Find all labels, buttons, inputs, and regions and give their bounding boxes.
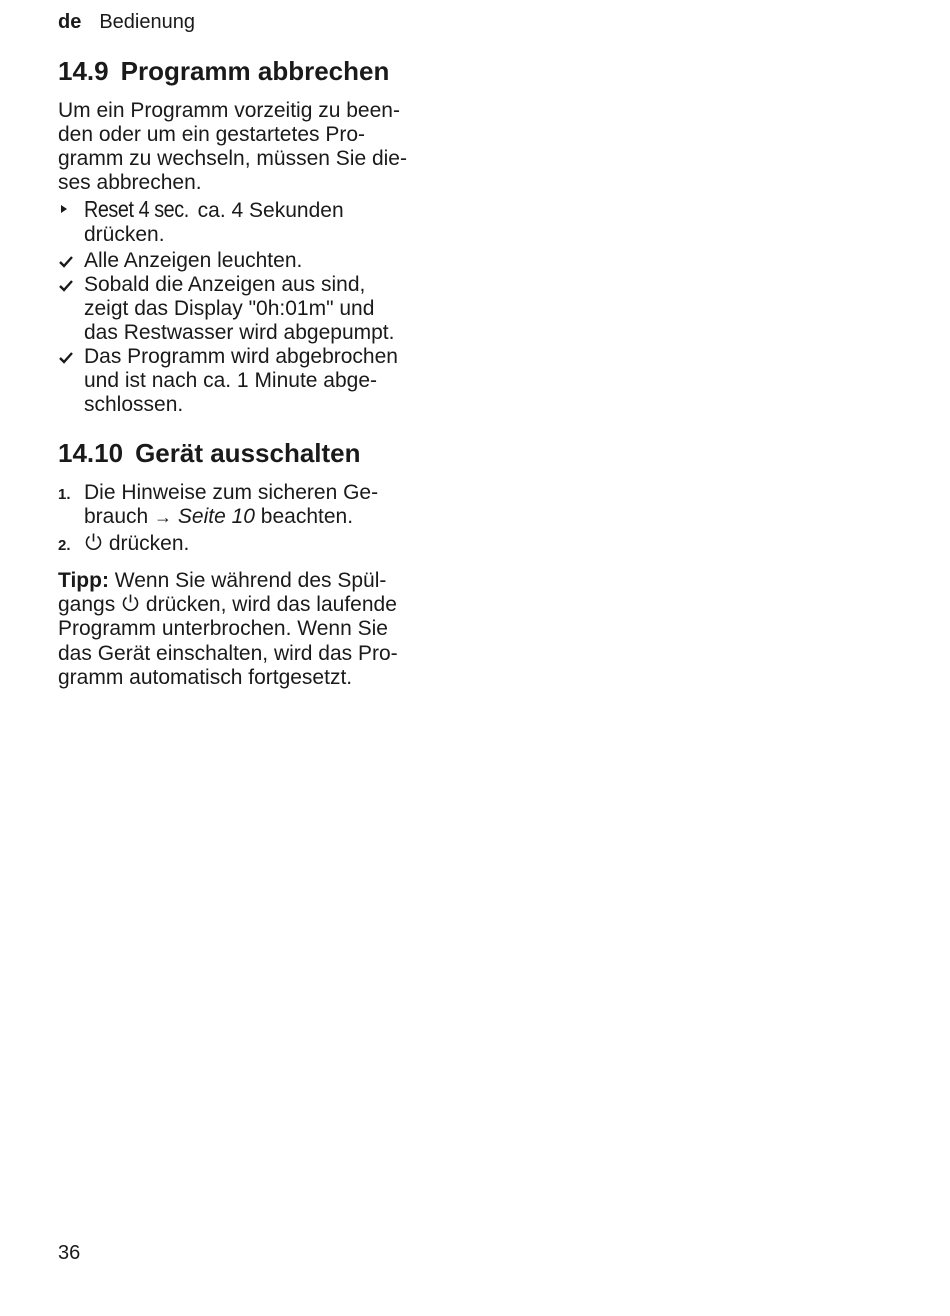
step-number: 2.	[58, 537, 71, 554]
intro-line-3: gramm zu wechseln, müssen Sie die-	[58, 147, 407, 170]
language-code: de	[58, 11, 82, 33]
power-icon	[84, 532, 103, 552]
section-title: Programm abbrechen	[120, 56, 390, 86]
result-text: und ist nach ca. 1 Minute abge-	[84, 369, 378, 393]
tip-label: Tipp:	[58, 569, 109, 592]
tip-paragraph	[58, 569, 398, 690]
tip-text: Programm unterbrochen. Wenn Sie	[58, 617, 388, 641]
step-triangle-icon	[61, 205, 67, 213]
step-text: drücken.	[103, 532, 190, 555]
result-text: zeigt das Display "0h:01m" und	[84, 297, 375, 321]
header-section: Bedienung	[99, 11, 195, 33]
power-icon	[121, 593, 140, 613]
section-title: Gerät ausschalten	[135, 438, 361, 468]
page-number: 36	[58, 1242, 81, 1264]
tip-text: das Gerät einschalten, wird das Pro-	[58, 641, 398, 665]
section-number: 14.9	[58, 56, 109, 86]
step-number: 1.	[58, 486, 71, 503]
section-number: 14.10	[58, 438, 124, 468]
result-text: Sobald die Anzeigen aus sind,	[84, 273, 366, 296]
intro-line-4: ses abbrechen.	[58, 171, 202, 194]
step-text-2: drücken.	[84, 223, 165, 247]
reset-button-label: Reset 4 sec.	[84, 196, 189, 222]
tip-text: Wenn Sie während des Spül-	[108, 569, 387, 592]
section-heading-switch-off	[58, 438, 361, 468]
step-text: brauch	[84, 505, 155, 529]
tip-text: gangs	[58, 593, 122, 617]
result-text: schlossen.	[84, 393, 184, 417]
step-text: Die Hinweise zum sicheren Ge-	[84, 481, 379, 504]
result-text: das Restwasser wird abgepumpt.	[84, 321, 395, 345]
step-text: ca. 4 Sekunden	[191, 199, 344, 222]
arrow-icon: →	[154, 507, 173, 528]
checkmark-icon	[59, 256, 73, 268]
checkmark-icon	[59, 352, 73, 364]
intro-line-1: Um ein Programm vorzeitig zu been-	[58, 99, 400, 122]
tip-text: gramm automatisch fortgesetzt.	[58, 665, 353, 689]
intro-line-2: den oder um ein gestartetes Pro-	[58, 123, 366, 146]
checkmark-icon	[59, 280, 73, 292]
step-text: beachten.	[254, 505, 354, 529]
page-header	[58, 10, 195, 34]
result-text: Alle Anzeigen leuchten.	[84, 249, 303, 272]
page-reference-link[interactable]: Seite 10	[177, 505, 255, 529]
section-heading-abort	[58, 56, 389, 86]
tip-text: drücken, wird das laufende	[140, 593, 397, 617]
result-text: Das Programm wird abgebrochen	[84, 345, 398, 368]
